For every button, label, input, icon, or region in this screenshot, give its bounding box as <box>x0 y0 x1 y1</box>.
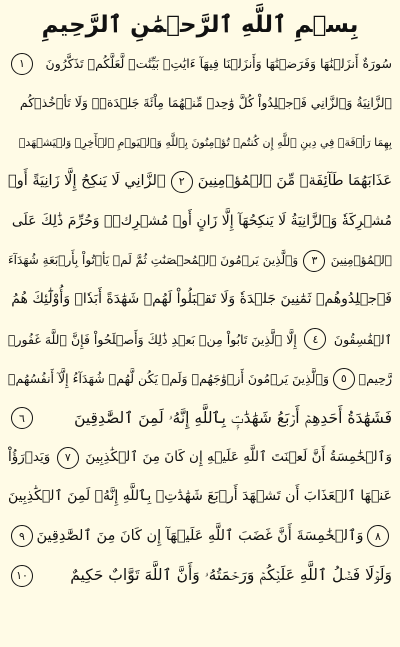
ayah-number-marker: ٨ <box>367 525 389 547</box>
ayah-line <box>8 44 392 83</box>
ayah-line <box>8 477 392 516</box>
ayah-number-marker: ٥ <box>333 368 355 390</box>
ayah-text: وَيَدۡرَؤُاْ <box>8 448 51 465</box>
ayah-line <box>8 83 392 122</box>
basmala-text: بِسۡمِ ٱللَّهِ ٱلرَّحۡمَٰنِ ٱلرَّحِيمِ <box>41 12 359 38</box>
ayah-line <box>8 359 392 398</box>
ayah-line <box>8 280 392 319</box>
ayah-text: فَٱجۡلِدُوهُمۡ ثَمَٰنِينَ جَلۡدَةٗ وَلَا تَقۡبَلُواْ لَهُمۡ شَهَٰدَةً أَبَدٗاۚ وَأُوْلَٰٓئِكَ هُمُ <box>11 291 392 308</box>
ayah-line <box>8 556 392 595</box>
ayah-line <box>8 241 392 280</box>
ayah-text: وَٱلَّذِينَ يَرۡمُونَ أَزۡوَٰجَهُمۡ وَلَمۡ يَكُن لَّهُمۡ شُهَدَآءُ إِلَّآ أَنفُسُهُمۡ <box>8 371 329 387</box>
ayah-line <box>8 320 392 359</box>
ayah-line <box>8 517 392 556</box>
ayah-number-marker: ٢ <box>171 171 193 193</box>
ayah-text: وَٱلَّذِينَ يَرۡمُونَ ٱلۡمُحۡصَنَٰتِ ثُمَّ لَمۡ يَأۡتُواْ بِأَرۡبَعَةِ شُهَدَآءَ <box>8 252 299 267</box>
ayah-text: ٱلزَّانِي لَا يَنكِحُ إِلَّا زَانِيَةً أَوۡ <box>8 173 166 190</box>
ayah-text: عَنۡهَا ٱلۡعَذَابَ أَن تَشۡهَدَ أَرۡبَعَ شَهَٰدَٰتِۭ بِٱللَّهِ إِنَّهُۥ لَمِنَ ٱلۡكَٰذِبِينَ <box>8 488 392 505</box>
ayah-text: فَشَهَٰدَةُ أَحَدِهِمۡ أَرۡبَعُ شَهَٰدَٰتِۭ بِٱللَّهِ إِنَّهُۥ لَمِنَ ٱلصَّٰدِقِينَ <box>74 408 392 427</box>
ayah-line <box>8 162 392 201</box>
ayah-number-marker: ١٠ <box>11 565 33 587</box>
ayah-text: وَٱلۡخَٰمِسَةُ أَنَّ لَعۡنَتَ ٱللَّهِ عَلَيۡهِ إِن كَانَ مِنَ ٱلۡكَٰذِبِينَ <box>85 448 392 465</box>
ayah-line <box>8 399 392 438</box>
ayah-text: مُشۡرِكَةٗ وَٱلزَّانِيَةُ لَا يَنكِحُهَآ إِلَّا زَانٍ أَوۡ مُشۡرِكٞۚ وَحُرِّمَ ذَٰلِكَ عَلَى <box>11 212 392 229</box>
basmala-header <box>0 6 400 44</box>
ayah-text: وَٱلۡخَٰمِسَةَ أَنَّ غَضَبَ ٱللَّهِ عَلَيۡهَآ إِن كَانَ مِنَ ٱلصَّٰدِقِينَ <box>36 527 364 544</box>
ayah-text: ٱلۡمُؤۡمِنِينَ <box>330 252 392 267</box>
ayah-text: سُورَةٌ أَنزَلۡنَٰهَا وَفَرَضۡنَٰهَا وَأَنزَلۡنَا فِيهَآ ءَايَٰتِۭ بَيِّنَٰتٖ لَّعَلَّكُمۡ تَذَكَّرُونَ <box>45 56 392 71</box>
ayah-line <box>8 202 392 241</box>
ayah-text: رَّحِيمٞ <box>358 371 392 387</box>
ayah-text: وَلَوۡلَا فَضۡلُ ٱللَّهِ عَلَيۡكُمۡ وَرَحۡمَتُهُۥ وَأَنَّ ٱللَّهَ تَوَّابٌ حَكِيمٌ <box>70 566 392 585</box>
ayah-number-marker: ٩ <box>11 525 33 547</box>
ayah-text: ٱلزَّانِيَةُ وَٱلزَّانِي فَٱجۡلِدُواْ كُلَّ وَٰحِدٖ مِّنۡهُمَا مِاْئَةَ جَلۡدَةٖۖ وَلَا تَأۡخُذۡكُم <box>19 95 392 111</box>
ayah-lines <box>8 44 392 595</box>
ayah-number-marker: ٧ <box>57 447 79 469</box>
ayah-line <box>8 123 392 162</box>
ayah-text: إِلَّا ٱلَّذِينَ تَابُواْ مِنۢ بَعۡدِ ذَٰلِكَ وَأَصۡلَحُواْ فَإِنَّ ٱللَّهَ غَفُورٞ <box>8 331 297 347</box>
ayah-number-marker: ٤ <box>304 328 326 350</box>
ayah-text: عَذَابَهُمَا طَآئِفَةٞ مِّنَ ٱلۡمُؤۡمِنِينَ <box>197 173 392 190</box>
ayah-number-marker: ١ <box>11 53 33 75</box>
ayah-number-marker: ٣ <box>303 250 325 272</box>
ayah-line <box>8 438 392 477</box>
ayah-text: ٱلۡفَٰسِقُونَ <box>333 331 392 347</box>
ayah-number-marker: ٦ <box>11 407 33 429</box>
ayah-text: بِهِمَا رَأۡفَةٞ فِي دِينِ ٱللَّهِ إِن كُنتُمۡ تُؤۡمِنُونَ بِٱللَّهِ وَٱلۡيَوۡمِ ٱلۡأٓخِرِۖ وَلۡيَشۡهَدۡ <box>18 135 392 149</box>
